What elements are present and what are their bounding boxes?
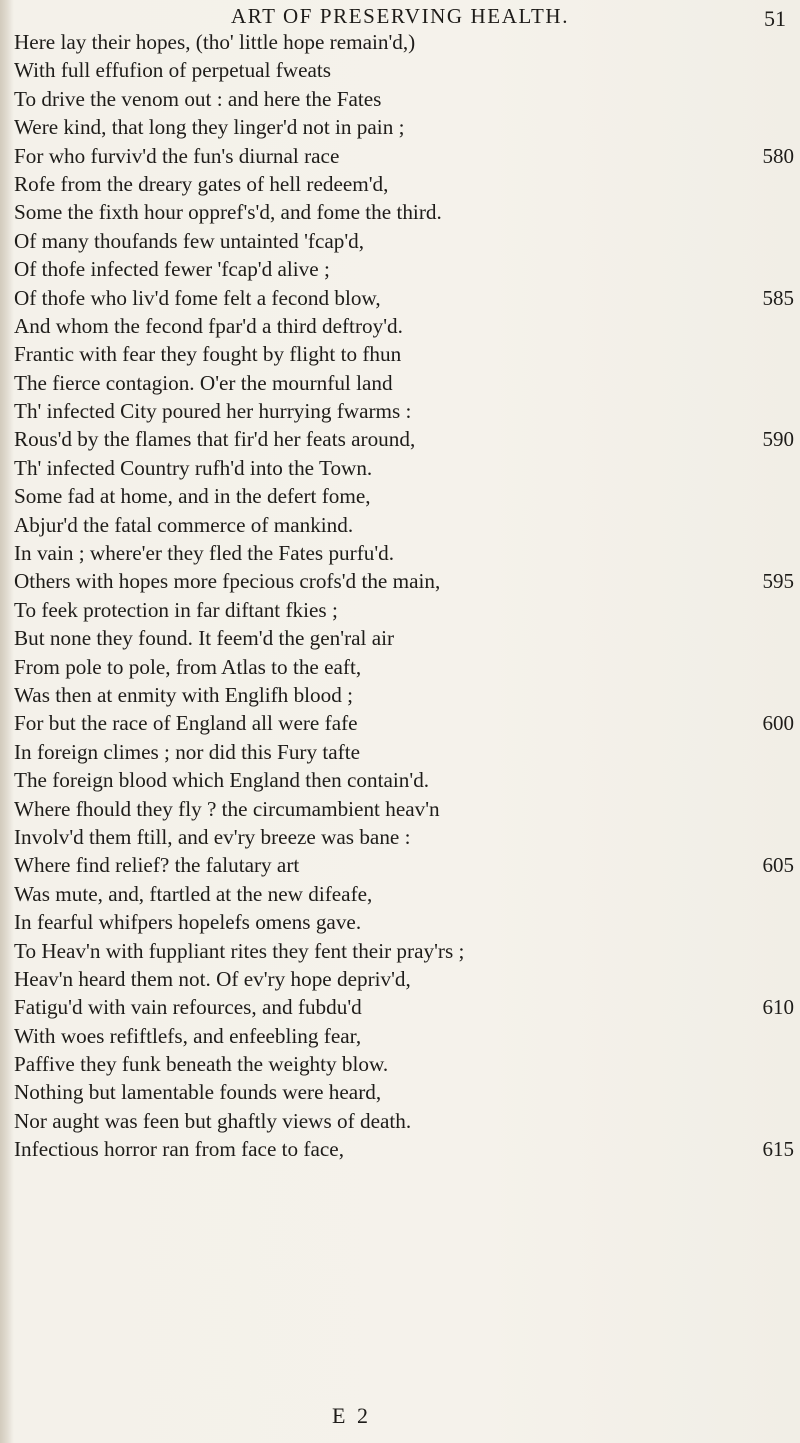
- verse-line-text: Involv'd them ftill, and ev'ry breeze was bane :: [14, 824, 411, 849]
- verse-line-text: Of thofe who liv'd fome felt a fecond blow,: [14, 285, 381, 310]
- line-number: 590: [762, 427, 794, 452]
- verse-line-text: Some the fixth hour oppref's'd, and fome the third.: [14, 200, 442, 225]
- line-number: 580: [762, 143, 794, 168]
- verse-line: [14, 312, 794, 340]
- verse-line-text: Of many thoufands few untainted 'fcap'd,: [14, 228, 365, 253]
- verse-line: [14, 1107, 794, 1135]
- verse-line: [14, 482, 794, 510]
- line-number: 615: [762, 1137, 794, 1162]
- verse-line: [14, 1050, 794, 1078]
- verse-line-text: Others with hopes more fpecious crofs'd the main,: [14, 569, 441, 594]
- verse-line: [14, 1135, 794, 1163]
- verse-line: [14, 539, 794, 567]
- verse-line-text: The foreign blood which England then contain'd.: [14, 768, 430, 793]
- verse-line: [14, 1078, 794, 1106]
- verse-line: [14, 880, 794, 908]
- verse-line-text: Nothing but lamentable founds were heard,: [14, 1080, 382, 1105]
- verse-line-text: Paffive they funk beneath the weighty blow.: [14, 1052, 389, 1077]
- verse-line-text: In fearful whifpers hopelefs omens gave.: [14, 910, 362, 935]
- verse-line: [14, 965, 794, 993]
- poem-text: [14, 28, 794, 1164]
- verse-line-text: To Heav'n with fuppliant rites they fent their pray'rs ;: [14, 938, 465, 963]
- verse-line: [14, 113, 794, 141]
- verse-line-text: Heav'n heard them not. Of ev'ry hope depriv'd,: [14, 966, 411, 991]
- verse-line-text: To drive the venom out : and here the Fates: [14, 86, 382, 111]
- verse-line: [14, 255, 794, 283]
- verse-line: [14, 1022, 794, 1050]
- verse-line-text: Were kind, that long they linger'd not in pain ;: [14, 115, 405, 140]
- verse-line: [14, 28, 794, 56]
- verse-line: [14, 425, 794, 453]
- verse-line-text: Rofe from the dreary gates of hell redeem'd,: [14, 171, 389, 196]
- line-number: 600: [762, 711, 794, 736]
- verse-line-text: Nor aught was feen but ghaftly views of death.: [14, 1108, 412, 1133]
- verse-line-text: But none they found. It feem'd the gen'ral air: [14, 626, 395, 651]
- verse-line-text: Where fhould they fly ? the circumambient heav'n: [14, 796, 440, 821]
- verse-line: [14, 284, 794, 312]
- verse-line-text: For but the race of England all were fafe: [14, 711, 358, 736]
- verse-line: [14, 397, 794, 425]
- line-number: 595: [762, 569, 794, 594]
- verse-line: [14, 937, 794, 965]
- verse-line: [14, 624, 794, 652]
- verse-line: [14, 227, 794, 255]
- verse-line-text: Of thofe infected fewer 'fcap'd alive ;: [14, 257, 330, 282]
- verse-line-text: With woes refiftlefs, and enfeebling fear,: [14, 1023, 362, 1048]
- verse-line-text: From pole to pole, from Atlas to the eaft,: [14, 654, 362, 679]
- verse-line-text: Was mute, and, ftartled at the new difeafe,: [14, 881, 373, 906]
- verse-line: [14, 709, 794, 737]
- verse-line: [14, 653, 794, 681]
- verse-line: [14, 511, 794, 539]
- verse-line-text: Th' infected City poured her hurrying fwarms :: [14, 399, 412, 424]
- verse-line-text: For who furviv'd the fun's diurnal race: [14, 143, 340, 168]
- verse-line: [14, 198, 794, 226]
- verse-line: [14, 340, 794, 368]
- verse-line: [14, 142, 794, 170]
- verse-line: [14, 454, 794, 482]
- verse-line: [14, 681, 794, 709]
- verse-line: [14, 369, 794, 397]
- verse-line: [14, 738, 794, 766]
- verse-line: [14, 823, 794, 851]
- verse-line-text: Frantic with fear they fought by flight to fhun: [14, 342, 402, 367]
- verse-line: [14, 85, 794, 113]
- verse-line: [14, 993, 794, 1021]
- gutter-shadow: [0, 0, 14, 1443]
- verse-line-text: In vain ; where'er they fled the Fates purfu'd.: [14, 541, 395, 566]
- verse-line-text: With full effufion of perpetual fweats: [14, 58, 332, 83]
- verse-line-text: Here lay their hopes, (tho' little hope remain'd,): [14, 30, 416, 54]
- verse-line-text: Was then at enmity with Englifh blood ;: [14, 682, 354, 707]
- line-number: 605: [762, 853, 794, 878]
- verse-line-text: Some fad at home, and in the defert fome,: [14, 484, 371, 509]
- signature-mark: E 2: [332, 1403, 371, 1428]
- line-number: 585: [762, 285, 794, 310]
- verse-line: [14, 795, 794, 823]
- verse-line: [14, 596, 794, 624]
- verse-line-text: The fierce contagion. O'er the mournful land: [14, 370, 393, 395]
- verse-line-text: Fatigu'd with vain refources, and fubdu'd: [14, 995, 362, 1020]
- verse-line-text: Infectious horror ran from face to face,: [14, 1137, 344, 1162]
- line-number: 610: [762, 995, 794, 1020]
- running-head: ART OF PRESERVING HEALTH.: [230, 4, 570, 28]
- verse-line: [14, 851, 794, 879]
- verse-line: [14, 567, 794, 595]
- verse-line-text: In foreign climes ; nor did this Fury tafte: [14, 739, 360, 764]
- verse-line-text: Rous'd by the flames that fir'd her feats around,: [14, 427, 416, 452]
- page-number: 51: [764, 6, 786, 31]
- verse-line-text: Th' infected Country rufh'd into the Town.: [14, 455, 373, 480]
- verse-line-text: And whom the fecond fpar'd a third deftroy'd.: [14, 313, 403, 338]
- verse-line-text: Where find relief? the falutary art: [14, 853, 300, 878]
- verse-line-text: Abjur'd the fatal commerce of mankind.: [14, 512, 354, 537]
- verse-line: [14, 170, 794, 198]
- verse-line: [14, 766, 794, 794]
- verse-line: [14, 56, 794, 84]
- verse-line: [14, 908, 794, 936]
- verse-line-text: To feek protection in far diftant fkies ;: [14, 597, 338, 622]
